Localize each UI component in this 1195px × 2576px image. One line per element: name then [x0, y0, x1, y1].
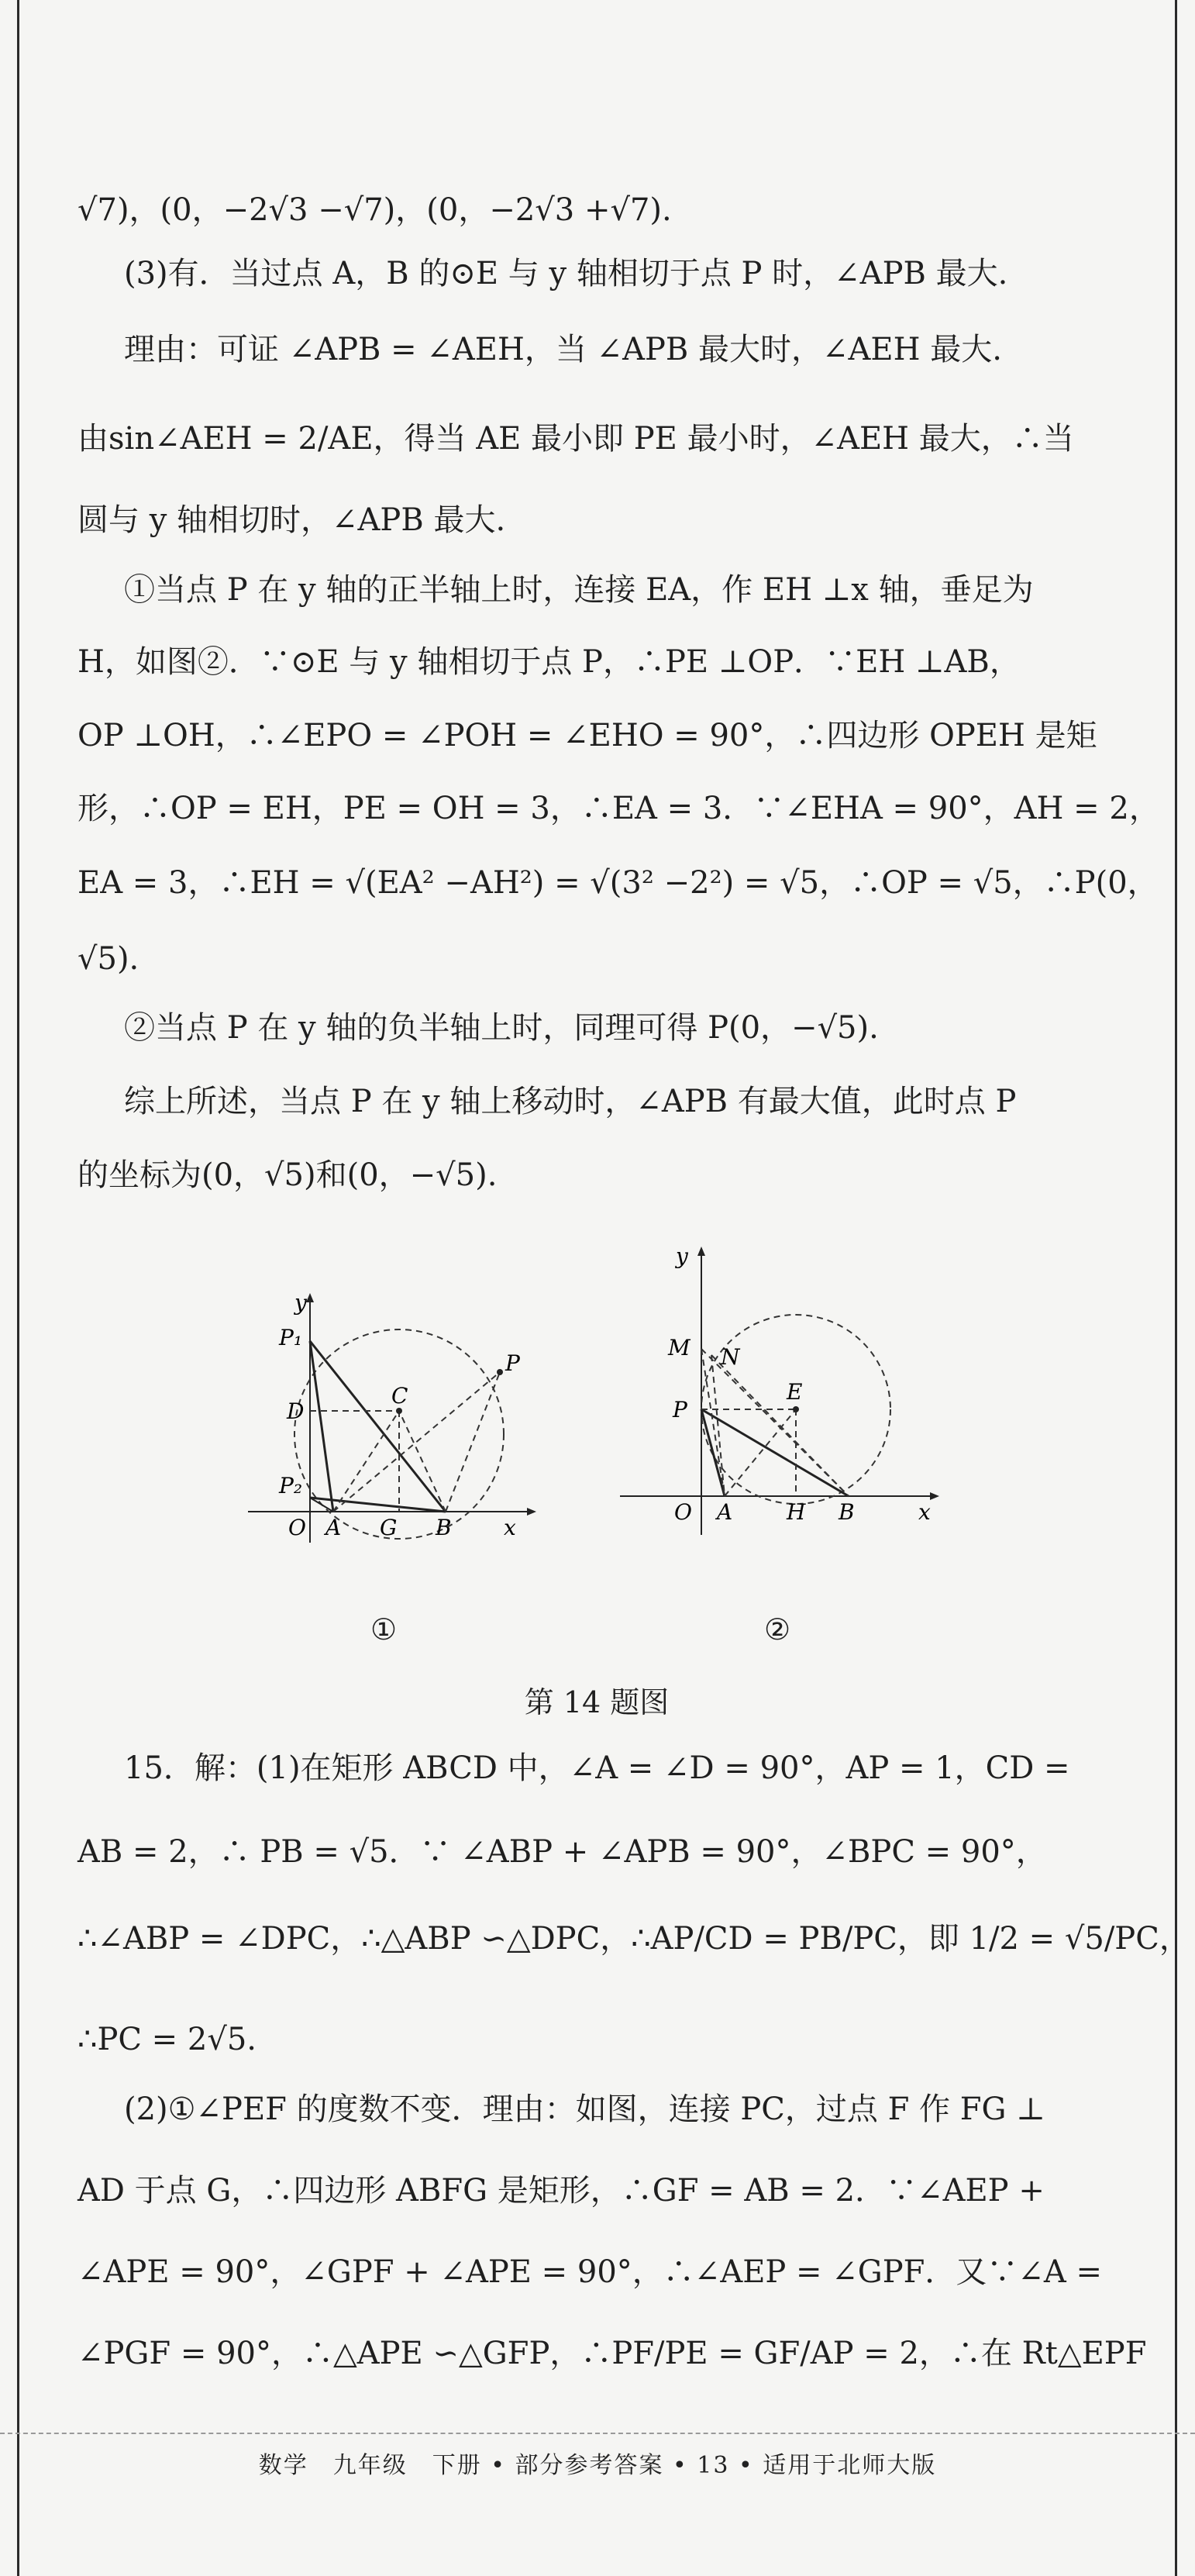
text-line: 15．解：(1)在矩形 ABCD 中，∠A = ∠D = 90°，AP = 1，CD =: [124, 1750, 1070, 1786]
fig2-label: E: [787, 1379, 803, 1405]
fig2-label: B: [839, 1499, 855, 1525]
fig1-label: O: [288, 1515, 306, 1540]
figure-14-1: [232, 1279, 542, 1558]
text-line: 的坐标为(0，√5)和(0，−√5).: [77, 1157, 498, 1193]
fig1-label: C: [391, 1383, 408, 1409]
fig2-label: O: [674, 1499, 692, 1525]
text-line: ∠APE = 90°，∠GPF + ∠APE = 90°，∴∠AEP = ∠GPF．又∵∠A =: [77, 2254, 1103, 2290]
text-line: 理由：可证 ∠APB = ∠AEH，当 ∠APB 最大时，∠AEH 最大.: [124, 332, 1002, 367]
fig1-label: P₁: [279, 1325, 303, 1350]
figure-1-number: ①: [370, 1612, 398, 1647]
text-line: ②当点 P 在 y 轴的负半轴上时，同理可得 P(0，−√5).: [124, 1010, 879, 1046]
footer-divider: [0, 2433, 1195, 2434]
fig2-label: A: [717, 1499, 733, 1525]
fig1-label: B: [436, 1515, 452, 1540]
text-line: OP ⊥OH，∴∠EPO = ∠POH = ∠EHO = 90°，∴四边形 OPEH 是矩: [77, 718, 1097, 753]
fig2-label: P: [673, 1397, 687, 1422]
text-line: √7)，(0，−2√3 −√7)，(0，−2√3 +√7).: [77, 192, 672, 228]
page-footer: 数学 九年级 下册 • 部分参考答案 • 13 • 适用于北师大版: [258, 2452, 937, 2479]
left-margin-rule: [17, 0, 19, 2576]
fig1-label: P: [505, 1350, 520, 1376]
text-line: (2)①∠PEF 的度数不变．理由：如图，连接 PC，过点 F 作 FG ⊥: [124, 2091, 1045, 2127]
text-line: ∴PC = 2√5.: [77, 2022, 257, 2057]
fig1-label: y: [294, 1290, 307, 1316]
text-line: 由sin∠AEH = 2/AE，得当 AE 最小即 PE 最小时，∠AEH 最大，∴当: [77, 421, 1074, 457]
fig1-label: x: [504, 1515, 516, 1540]
text-line: (3)有．当过点 A，B 的⊙E 与 y 轴相切于点 P 时，∠APB 最大.: [124, 256, 1008, 291]
text-line: 综上所述，当点 P 在 y 轴上移动时，∠APB 有最大值，此时点 P: [124, 1084, 1017, 1119]
fig2-label: M: [668, 1335, 690, 1360]
text-line: ∴∠ABP = ∠DPC，∴△ABP ∽△DPC，∴AP/CD = PB/PC，即 1/2 = √5/PC，: [77, 1921, 1190, 1957]
figure-2-number: ②: [764, 1612, 791, 1647]
figure-caption: 第 14 题图: [524, 1685, 670, 1719]
text-line: ∠PGF = 90°，∴△APE ∽△GFP，∴PF/PE = GF/AP = 2，∴在 Rt△EPF: [77, 2336, 1147, 2371]
fig1-label: D: [287, 1398, 305, 1424]
text-line: ①当点 P 在 y 轴的正半轴上时，连接 EA，作 EH ⊥x 轴，垂足为: [124, 572, 1034, 608]
fig2-label: N: [721, 1344, 740, 1370]
text-line: 形，∴OP = EH，PE = OH = 3，∴EA = 3．∵∠EHA = 90°，AH = 2，: [77, 791, 1160, 826]
fig1-label: G: [380, 1515, 398, 1540]
fig1-label: A: [325, 1515, 342, 1540]
text-line: √5).: [77, 941, 139, 977]
text-line: 圆与 y 轴相切时，∠APB 最大.: [77, 502, 506, 538]
text-line: EA = 3，∴EH = √(EA² −AH²) = √(3² −2²) = √5，∴OP = √5，∴P(0，: [77, 865, 1159, 901]
text-line: AB = 2，∴ PB = √5．∵ ∠ABP + ∠APB = 90°，∠BPC = 90°，: [77, 1834, 1047, 1870]
text-line: AD 于点 G，∴四边形 ABFG 是矩形，∴GF = AB = 2．∵∠AEP +: [77, 2173, 1045, 2209]
fig2-label: H: [787, 1499, 806, 1525]
right-margin-rule: [1175, 0, 1177, 2576]
fig1-label: P₂: [279, 1473, 303, 1498]
figure-14-2: [612, 1240, 953, 1558]
text-line: H，如图②．∵⊙E 与 y 轴相切于点 P，∴PE ⊥OP．∵EH ⊥AB，: [77, 644, 1021, 680]
fig2-label: y: [676, 1243, 688, 1269]
fig2-label: x: [918, 1499, 931, 1525]
